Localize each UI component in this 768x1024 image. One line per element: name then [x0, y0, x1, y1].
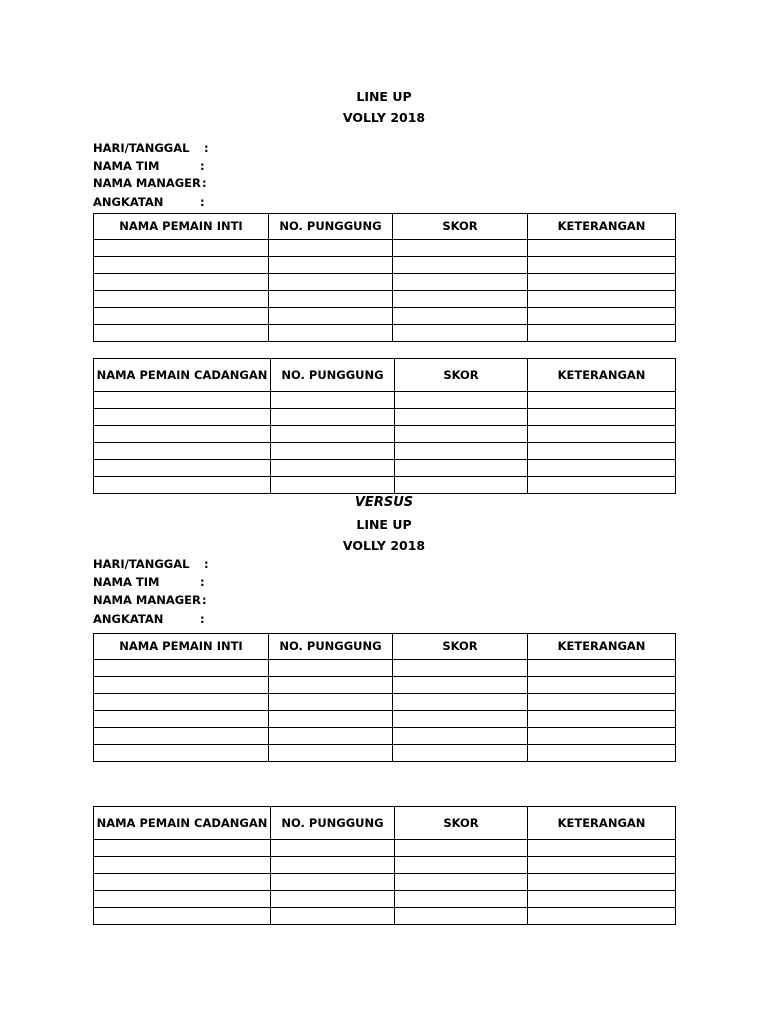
starters-table: [93, 633, 676, 762]
field-nama-tim: [93, 159, 393, 176]
jersey-number-cell[interactable]: [269, 325, 393, 342]
field-nama-manager: [93, 176, 393, 195]
jersey-number-cell[interactable]: [271, 392, 395, 409]
remarks-cell[interactable]: [528, 308, 676, 325]
remarks-cell[interactable]: [528, 711, 676, 728]
score-cell[interactable]: [395, 874, 528, 891]
column-header: SKOR: [393, 214, 528, 240]
column-header: KETERANGAN: [528, 634, 676, 660]
remarks-cell[interactable]: [528, 677, 676, 694]
starters-table: [93, 213, 676, 342]
score-cell[interactable]: [395, 392, 528, 409]
score-cell[interactable]: [395, 891, 528, 908]
team-info-block: [93, 557, 393, 630]
remarks-cell[interactable]: [528, 857, 676, 874]
score-cell[interactable]: [393, 240, 528, 257]
table-row: [94, 392, 676, 409]
remarks-cell[interactable]: [528, 908, 676, 925]
field-colon: :: [202, 176, 207, 190]
player-name-cell[interactable]: [94, 291, 269, 308]
remarks-cell[interactable]: [528, 460, 676, 477]
player-name-cell[interactable]: [94, 257, 269, 274]
jersey-number-cell[interactable]: [269, 240, 393, 257]
score-cell[interactable]: [393, 325, 528, 342]
field-label: ANGKATAN: [93, 195, 164, 209]
score-cell[interactable]: [393, 291, 528, 308]
field-colon: :: [202, 593, 207, 607]
table-row: [94, 857, 676, 874]
field-hari-tanggal: [93, 557, 393, 575]
score-cell[interactable]: [395, 443, 528, 460]
score-cell[interactable]: [393, 257, 528, 274]
player-name-cell[interactable]: [94, 694, 269, 711]
field-colon: :: [200, 575, 205, 589]
score-cell[interactable]: [393, 745, 528, 762]
field-label: HARI/TANGGAL: [93, 141, 190, 155]
score-cell[interactable]: [395, 908, 528, 925]
jersey-number-cell[interactable]: [271, 840, 395, 857]
score-cell[interactable]: [393, 308, 528, 325]
field-colon: :: [204, 141, 209, 155]
jersey-number-cell[interactable]: [271, 460, 395, 477]
jersey-number-cell[interactable]: [271, 477, 395, 494]
score-cell[interactable]: [395, 477, 528, 494]
jersey-number-cell[interactable]: [269, 257, 393, 274]
player-name-cell[interactable]: [94, 392, 271, 409]
column-header: NO. PUNGGUNG: [269, 214, 393, 240]
remarks-cell[interactable]: [528, 694, 676, 711]
score-cell[interactable]: [393, 728, 528, 745]
table-row: [94, 443, 676, 460]
table-row: [94, 711, 676, 728]
column-header: NO. PUNGGUNG: [271, 807, 395, 840]
score-cell[interactable]: [393, 694, 528, 711]
table-row: [94, 240, 676, 257]
table-row: [94, 694, 676, 711]
field-angkatan: [93, 612, 393, 630]
jersey-number-cell[interactable]: [271, 426, 395, 443]
table-row: [94, 409, 676, 426]
column-header: KETERANGAN: [528, 807, 676, 840]
table-row: [94, 728, 676, 745]
player-name-cell[interactable]: [94, 677, 269, 694]
jersey-number-cell[interactable]: [269, 745, 393, 762]
player-name-cell[interactable]: [94, 308, 269, 325]
field-label: ANGKATAN: [93, 612, 164, 626]
jersey-number-cell[interactable]: [271, 908, 395, 925]
remarks-cell[interactable]: [528, 257, 676, 274]
field-label: NAMA MANAGER: [93, 176, 201, 190]
player-name-cell[interactable]: [94, 409, 271, 426]
player-name-cell[interactable]: [94, 460, 271, 477]
table-row: [94, 291, 676, 308]
substitutes-table: [93, 358, 676, 494]
jersey-number-cell[interactable]: [271, 857, 395, 874]
player-name-cell[interactable]: [94, 443, 271, 460]
field-angkatan: [93, 195, 393, 213]
column-header: NAMA PEMAIN INTI: [94, 214, 269, 240]
remarks-cell[interactable]: [528, 426, 676, 443]
field-nama-tim: [93, 575, 393, 593]
field-colon: :: [200, 159, 205, 173]
table-row: [94, 426, 676, 443]
column-header: KETERANGAN: [528, 359, 676, 392]
player-name-cell[interactable]: [94, 426, 271, 443]
table-row: [94, 325, 676, 342]
table-row: [94, 745, 676, 762]
remarks-cell[interactable]: [528, 891, 676, 908]
table-row: [94, 308, 676, 325]
table-row: [94, 874, 676, 891]
jersey-number-cell[interactable]: [269, 711, 393, 728]
remarks-cell[interactable]: [528, 477, 676, 494]
player-name-cell[interactable]: [94, 477, 271, 494]
table-row: [94, 257, 676, 274]
table-row: [94, 274, 676, 291]
remarks-cell[interactable]: [528, 728, 676, 745]
substitutes-table: [93, 806, 676, 925]
score-cell[interactable]: [393, 711, 528, 728]
remarks-cell[interactable]: [528, 291, 676, 308]
score-cell[interactable]: [393, 660, 528, 677]
form-subtitle: VOLLY 2018: [342, 110, 426, 125]
player-name-cell[interactable]: [94, 874, 271, 891]
player-name-cell[interactable]: [94, 711, 269, 728]
table-row: [94, 891, 676, 908]
column-header: NO. PUNGGUNG: [269, 634, 393, 660]
column-header: SKOR: [395, 807, 528, 840]
score-cell[interactable]: [395, 460, 528, 477]
table-header-row: [94, 634, 676, 660]
column-header: NO. PUNGGUNG: [271, 359, 395, 392]
player-name-cell[interactable]: [94, 908, 271, 925]
jersey-number-cell[interactable]: [269, 677, 393, 694]
score-cell[interactable]: [395, 426, 528, 443]
jersey-number-cell[interactable]: [269, 291, 393, 308]
remarks-cell[interactable]: [528, 443, 676, 460]
field-hari-tanggal: [93, 141, 393, 159]
column-header: NAMA PEMAIN CADANGAN: [94, 807, 271, 840]
player-name-cell[interactable]: [94, 274, 269, 291]
score-cell[interactable]: [395, 840, 528, 857]
player-name-cell[interactable]: [94, 240, 269, 257]
score-cell[interactable]: [393, 274, 528, 291]
table-row: [94, 477, 676, 494]
column-header: NAMA PEMAIN INTI: [94, 634, 269, 660]
jersey-number-cell[interactable]: [271, 443, 395, 460]
table-row: [94, 908, 676, 925]
remarks-cell[interactable]: [528, 240, 676, 257]
table-header-row: [94, 359, 676, 392]
remarks-cell[interactable]: [528, 745, 676, 762]
remarks-cell[interactable]: [528, 409, 676, 426]
score-cell[interactable]: [393, 677, 528, 694]
score-cell[interactable]: [395, 409, 528, 426]
jersey-number-cell[interactable]: [269, 660, 393, 677]
column-header: SKOR: [395, 359, 528, 392]
jersey-number-cell[interactable]: [269, 728, 393, 745]
player-name-cell[interactable]: [94, 728, 269, 745]
player-name-cell[interactable]: [94, 745, 269, 762]
jersey-number-cell[interactable]: [271, 891, 395, 908]
field-label: HARI/TANGGAL: [93, 557, 190, 571]
field-nama-manager: [93, 593, 393, 612]
table-row: [94, 460, 676, 477]
jersey-number-cell[interactable]: [271, 409, 395, 426]
field-label: NAMA MANAGER: [93, 593, 201, 607]
jersey-number-cell[interactable]: [269, 694, 393, 711]
table-row: [94, 840, 676, 857]
field-colon: :: [200, 195, 205, 209]
remarks-cell[interactable]: [528, 392, 676, 409]
form-title: LINE UP: [356, 517, 412, 532]
table-header-row: [94, 214, 676, 240]
player-name-cell[interactable]: [94, 857, 271, 874]
field-label: NAMA TIM: [93, 159, 160, 173]
player-name-cell[interactable]: [94, 840, 271, 857]
score-cell[interactable]: [395, 857, 528, 874]
field-colon: :: [200, 612, 205, 626]
column-header: NAMA PEMAIN CADANGAN: [94, 359, 271, 392]
player-name-cell[interactable]: [94, 891, 271, 908]
remarks-cell[interactable]: [528, 660, 676, 677]
remarks-cell[interactable]: [528, 840, 676, 857]
jersey-number-cell[interactable]: [269, 308, 393, 325]
column-header: SKOR: [393, 634, 528, 660]
form-subtitle: VOLLY 2018: [342, 538, 426, 553]
table-header-row: [94, 807, 676, 840]
player-name-cell[interactable]: [94, 660, 269, 677]
jersey-number-cell[interactable]: [271, 874, 395, 891]
table-row: [94, 660, 676, 677]
column-header: KETERANGAN: [528, 214, 676, 240]
player-name-cell[interactable]: [94, 325, 269, 342]
remarks-cell[interactable]: [528, 874, 676, 891]
remarks-cell[interactable]: [528, 325, 676, 342]
field-label: NAMA TIM: [93, 575, 160, 589]
field-colon: :: [204, 557, 209, 571]
versus-label: VERSUS: [354, 495, 414, 510]
team-info-block: [93, 141, 393, 213]
jersey-number-cell[interactable]: [269, 274, 393, 291]
remarks-cell[interactable]: [528, 274, 676, 291]
form-title: LINE UP: [356, 89, 412, 104]
table-row: [94, 677, 676, 694]
